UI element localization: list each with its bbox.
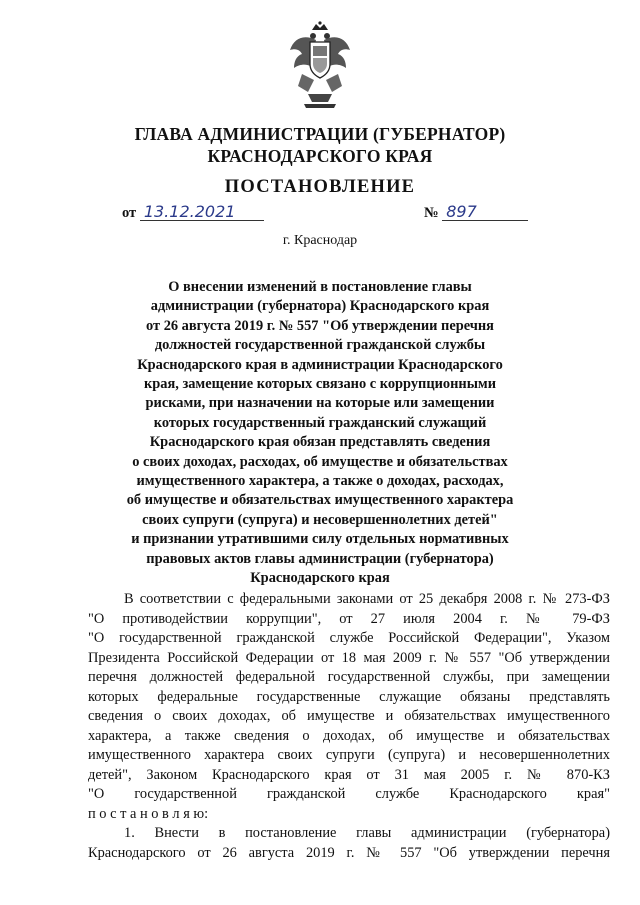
title-line: должностей государственной гражданской службы	[154, 337, 486, 354]
title-line: о своих доходах, расходах, об имуществе и обязательствах	[132, 453, 508, 470]
date-prefix: от	[122, 205, 137, 221]
document-title	[120, 278, 520, 589]
title-line: и признании утратившими силу отдельных нормативных	[131, 531, 509, 548]
decree-word: п о с т а н о в л я ю:	[88, 805, 209, 822]
title-line: администрации (губернатора) Краснодарского края	[150, 298, 490, 315]
body-line: сведения о своих доходах, об имуществе и обязательствах имущественного	[88, 708, 610, 724]
title-line: О внесении изменений в постановление главы	[168, 279, 472, 295]
title-line: которых государственный гражданский служащий	[153, 414, 487, 431]
issuer-title: ГЛАВА АДМИНИСТРАЦИИ (ГУБЕРНАТОР)	[134, 124, 506, 144]
body-line: детей", Законом Краснодарского края от 31 мая 2005 г. № 870-КЗ	[88, 766, 610, 783]
number-field	[424, 204, 528, 222]
title-line: об имуществе и обязательствах имущественного характера	[126, 492, 514, 509]
handwritten-number: 897	[442, 204, 528, 221]
coat-of-arms-emblem	[286, 20, 354, 112]
title-line: правовых актов главы администрации (губернатора)	[146, 550, 494, 567]
title-line: своих супруги (супруга) и несовершеннолетних детей"	[142, 511, 498, 528]
date-field	[122, 204, 264, 222]
title-line: Краснодарского края	[250, 570, 390, 587]
body-line: "О противодействии коррупции", от 27 июля 2004 г. № 79-ФЗ	[88, 610, 610, 627]
body-line: которых федеральные государственные служащие обязаны представлять	[88, 688, 610, 705]
document-body	[88, 590, 610, 863]
title-line: Краснодарского края обязан представлять сведения	[149, 434, 491, 451]
document-type: ПОСТАНОВЛЕНИЕ	[224, 177, 416, 197]
issuer-region: КРАСНОДАРСКОГО КРАЯ	[207, 146, 433, 166]
title-line: рисками, при назначении на которые или замещении	[145, 395, 495, 412]
body-line: "О государственной гражданской службе Краснодарского края"	[88, 786, 610, 802]
body-line: В соответствии с федеральными законами от 25 декабря 2008 г. № 273-ФЗ	[124, 591, 610, 607]
number-prefix: №	[424, 205, 439, 221]
body-line: имущественного характера своих супруги (супруга) и несовершеннолетних	[88, 747, 610, 763]
body-line: 1. Внести в постановление главы администрации (губернатора)	[124, 825, 610, 841]
body-line: "О государственной гражданской службе Российской Федерации", Указом	[88, 630, 610, 646]
city-line: г. Краснодар	[282, 233, 358, 248]
title-line: имущественного характера, а также о доходах, расходах,	[136, 473, 504, 490]
body-line: Краснодарского от 26 августа 2019 г. № 557 "Об утверждении перечня	[88, 844, 610, 861]
body-line: характера, а также сведения о доходах, об имуществе и обязательствах	[88, 727, 610, 744]
title-line: края, замещение которых связано с коррупционными	[143, 376, 497, 393]
body-line: перечня должностей федеральной государственной службы, при замещении	[88, 669, 610, 685]
title-line: Краснодарского края в администрации Краснодарского	[137, 356, 503, 373]
title-line: от 26 августа 2019 г. № 557 "Об утверждении перечня	[146, 317, 494, 334]
handwritten-date: 13.12.2021	[140, 204, 264, 221]
body-line: Президента Российской Федерации от 18 мая 2009 г. № 557 "Об утверждении	[88, 649, 610, 666]
